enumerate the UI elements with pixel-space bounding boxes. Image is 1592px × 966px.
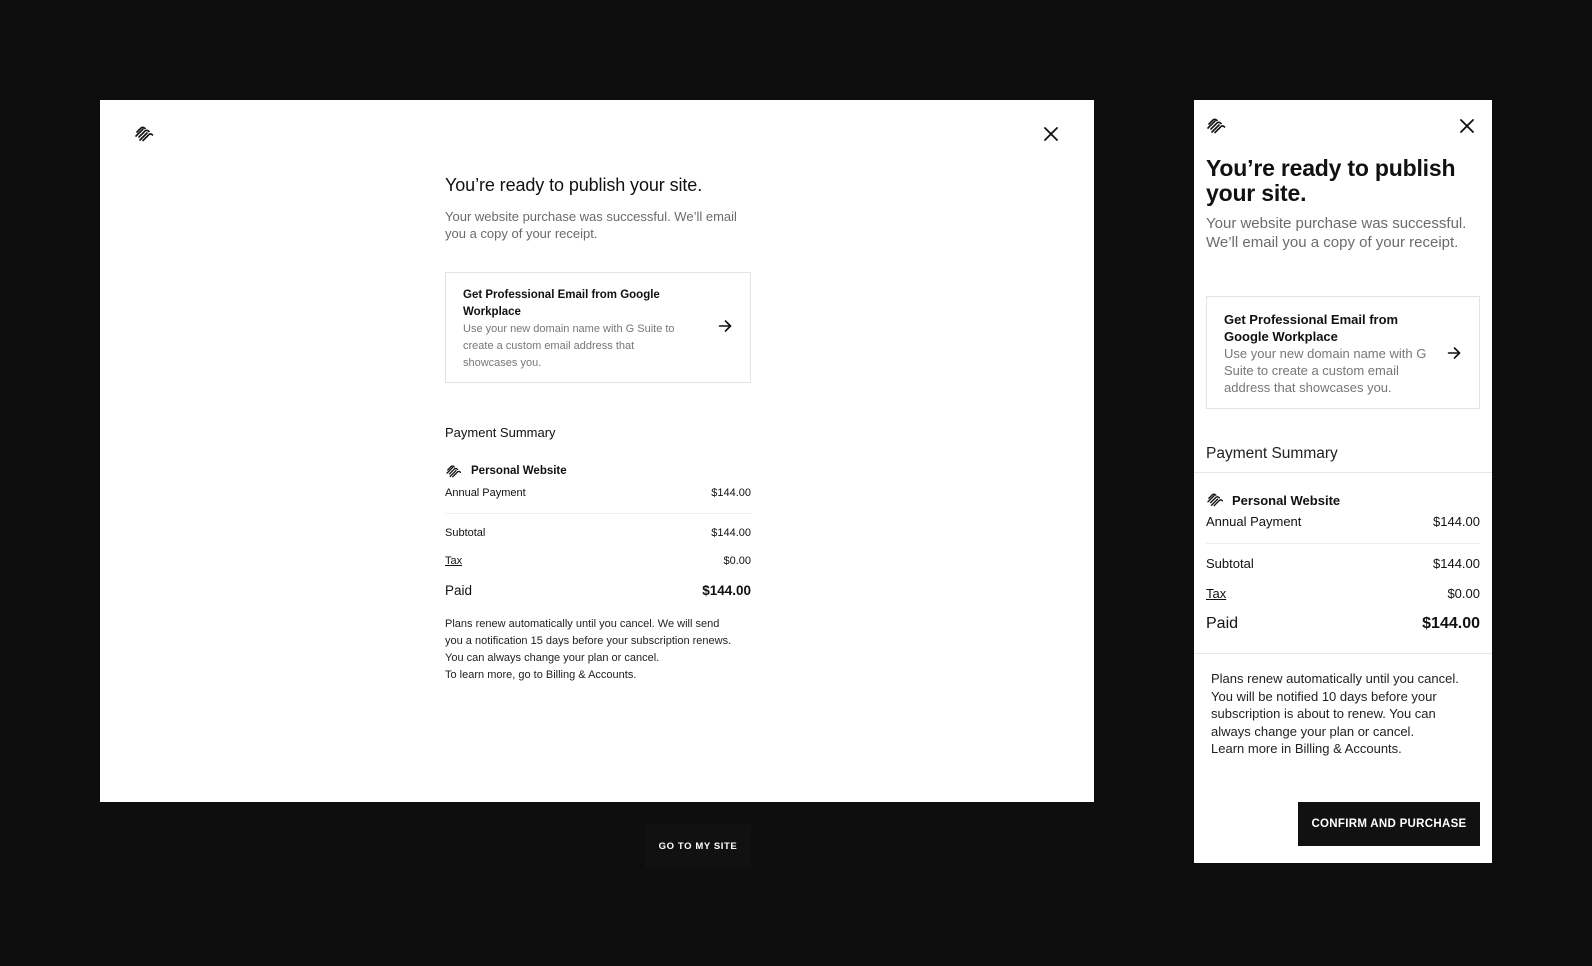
desktop-confirmation-dialog xyxy=(100,100,1094,852)
renewal-notice-line: subscription is about to renew. You can xyxy=(1211,706,1436,721)
go-to-my-site-button[interactable]: GO TO MY SITE xyxy=(645,825,751,868)
subtotal-row xyxy=(1206,556,1480,571)
divider xyxy=(1194,653,1492,654)
mobile-confirmation-dialog xyxy=(1194,100,1492,863)
squarespace-logo-icon xyxy=(1206,118,1226,134)
plan-item xyxy=(1206,492,1480,508)
tax-row xyxy=(1206,586,1480,601)
close-icon[interactable] xyxy=(1042,125,1060,143)
renewal-notice-line: Plans renew automatically until you cancel. We will send xyxy=(445,618,720,630)
tax-value: $0.00 xyxy=(723,555,751,567)
subtotal-row xyxy=(445,527,751,539)
paid-label: Paid xyxy=(445,583,473,598)
arrow-right-icon xyxy=(1447,346,1461,360)
renewal-notice-line: you a notification 15 days before your subscription renews. xyxy=(445,635,732,647)
paid-row xyxy=(1206,615,1480,633)
subtotal-value: $144.00 xyxy=(1433,556,1480,571)
plan-name: Personal Website xyxy=(471,465,567,477)
paid-value: $144.00 xyxy=(702,583,751,598)
annual-payment-label: Annual Payment xyxy=(1206,514,1302,529)
arrow-right-icon xyxy=(718,319,732,333)
payment-summary-title: Payment Summary xyxy=(1206,445,1338,462)
card-description: Use your new domain name with G Suite to create a custom email address that showcases you. xyxy=(463,323,675,369)
divider xyxy=(1194,472,1492,473)
page-title: You’re ready to publish your site. xyxy=(1206,155,1456,206)
close-icon[interactable] xyxy=(1458,117,1476,135)
google-workplace-card[interactable] xyxy=(445,272,751,383)
subtotal-label: Subtotal xyxy=(1206,556,1254,571)
squarespace-logo-icon xyxy=(1206,493,1224,507)
renewal-notice-line: Plans renew automatically until you cancel. xyxy=(1211,671,1459,686)
card-description: Use your new domain name with G Suite to create a custom email address that showcases you. xyxy=(1224,346,1427,395)
renewal-notice-line: You will be notified 10 days before your xyxy=(1211,688,1437,704)
squarespace-logo-icon xyxy=(134,126,154,142)
confirm-and-purchase-button[interactable]: CONFIRM AND PURCHASE xyxy=(1298,802,1480,846)
page-title: You’re ready to publish your site. xyxy=(445,175,703,195)
annual-payment-value: $144.00 xyxy=(1433,514,1480,529)
paid-label: Paid xyxy=(1206,615,1239,632)
plan-item xyxy=(445,464,751,478)
dialog-content xyxy=(445,174,751,852)
page-subtitle: Your website purchase was successful. We’ll email you a copy of your receipt. xyxy=(1206,215,1467,251)
page-subtitle: Your website purchase was successful. We’ll email you a copy of your receipt. xyxy=(445,209,737,241)
renewal-notice-line: To learn more, go to Billing & Accounts. xyxy=(445,669,637,681)
renewal-notice-line: always change your plan or cancel. xyxy=(1211,723,1415,739)
plan-name: Personal Website xyxy=(1232,492,1341,508)
tax-value: $0.00 xyxy=(1447,586,1480,601)
renewal-notice xyxy=(1211,670,1481,758)
renewal-notice-line: Learn more in Billing & Accounts. xyxy=(1211,741,1402,756)
paid-row xyxy=(445,583,751,598)
annual-payment-row xyxy=(1206,514,1480,544)
card-title: Get Professional Email from Google Workplace xyxy=(463,289,660,318)
squarespace-logo-icon xyxy=(445,465,462,478)
google-workplace-card[interactable] xyxy=(1206,296,1480,409)
subtotal-value: $144.00 xyxy=(711,527,751,539)
renewal-notice-line: You can always change your plan or cancel. xyxy=(445,652,660,664)
payment-summary-title: Payment Summary xyxy=(445,425,556,440)
subtotal-label: Subtotal xyxy=(445,527,486,539)
card-title: Get Professional Email from Google Workplace xyxy=(1224,312,1399,344)
paid-value: $144.00 xyxy=(1422,615,1480,632)
annual-payment-value: $144.00 xyxy=(711,487,751,499)
renewal-notice xyxy=(445,616,751,684)
tax-link[interactable]: Tax xyxy=(1206,586,1227,601)
annual-payment-label: Annual Payment xyxy=(445,487,526,499)
tax-row xyxy=(445,555,751,567)
tax-link[interactable]: Tax xyxy=(445,555,463,567)
annual-payment-row xyxy=(445,487,751,514)
